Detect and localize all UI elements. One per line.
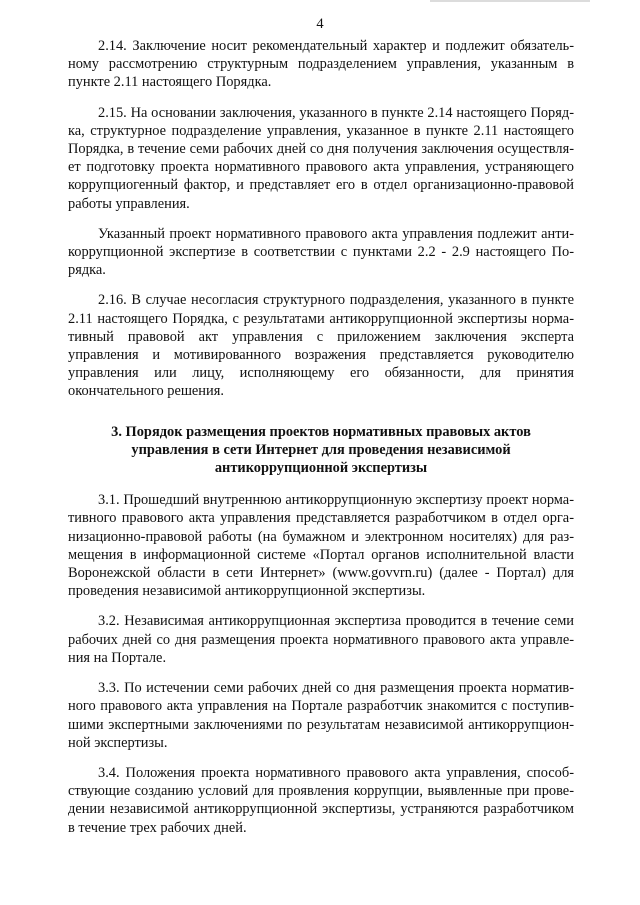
paragraph-3-3: 3.3. По истечении семи рабочих дней со дня размещения проекта нормативного правового акта управления на Портале разработчик знакомится с поступившими экспертными заключениями по результатам независимой антикоррупционной экспертизы.: [68, 680, 574, 751]
section-3-heading-line-3: антикоррупционной экспертизы: [214, 460, 428, 477]
section-3-heading: [68, 423, 574, 478]
page-number: 4: [316, 16, 324, 32]
paragraph-2-14: 2.14. Заключение носит рекомендательный характер и подлежит обязательному рассмотрению структурным подразделением управления, указанным в пункте 2.11 настоящего Порядка.: [68, 38, 574, 91]
section-3-heading-line-1: 3. Порядок размещения проектов нормативных правовых актов: [111, 423, 531, 440]
paragraph-3-4: 3.4. Положения проекта нормативного правового акта управления, способствующие созданию условий для проявления коррупции, выявленные при проведении независимой антикоррупционной экспертизы, устраняются разработчиком в течение трех рабочих дней.: [68, 764, 574, 836]
scan-edge-mark: [430, 0, 590, 2]
paragraph-2-15-continuation: Указанный проект нормативного правового акта управления подлежит антикоррупционной экспертизе в соответствии с пунктами 2.2 - 2.9 настоящего Порядка.: [68, 225, 574, 279]
paragraph-2-16: 2.16. В случае несогласия структурного подразделения, указанного в пункте 2.11 настоящего Порядка, с результатами антикоррупционной экспертизы нормативный правовой акт управления с приложением заключения эксперта управления и мотивированного возражения представляется руководителю управления или лицу, исполняющему его обязанности, для принятия окончательного решения.: [68, 292, 574, 400]
paragraph-3-2: 3.2. Независимая антикоррупционная экспертиза проводится в течение семи рабочих дней со дня размещения проекта нормативного правового акта управления на Портале.: [68, 613, 574, 666]
paragraph-2-15: 2.15. На основании заключения, указанного в пункте 2.14 настоящего Порядка, структурное подразделение управления, указанное в пункте 2.11 настоящего Порядка, в течение семи рабочих дней со дня получения заключения осуществляет подготовку проекта нормативного правового акта управления, устраняющего коррупциогенный фактор, и представляет его в отдел организационно-правовой работы управления.: [68, 104, 574, 212]
paragraph-3-1: 3.1. Прошедший внутреннюю антикоррупционную экспертизу проект нормативного правового акта управления представляется разработчиком в отдел организационно-правовой работы (на бумажном и электронном носителях) для размещения в информационной системе «Портал органов исполнительной власти Воронежской области в сети Интернет» (www.govvrn.ru) (далее - Портал) для проведения независимой антикоррупционной экспертизы.: [68, 492, 574, 600]
section-3-heading-line-2: управления в сети Интернет для проведения независимой: [131, 441, 511, 458]
document-body: [68, 37, 574, 849]
